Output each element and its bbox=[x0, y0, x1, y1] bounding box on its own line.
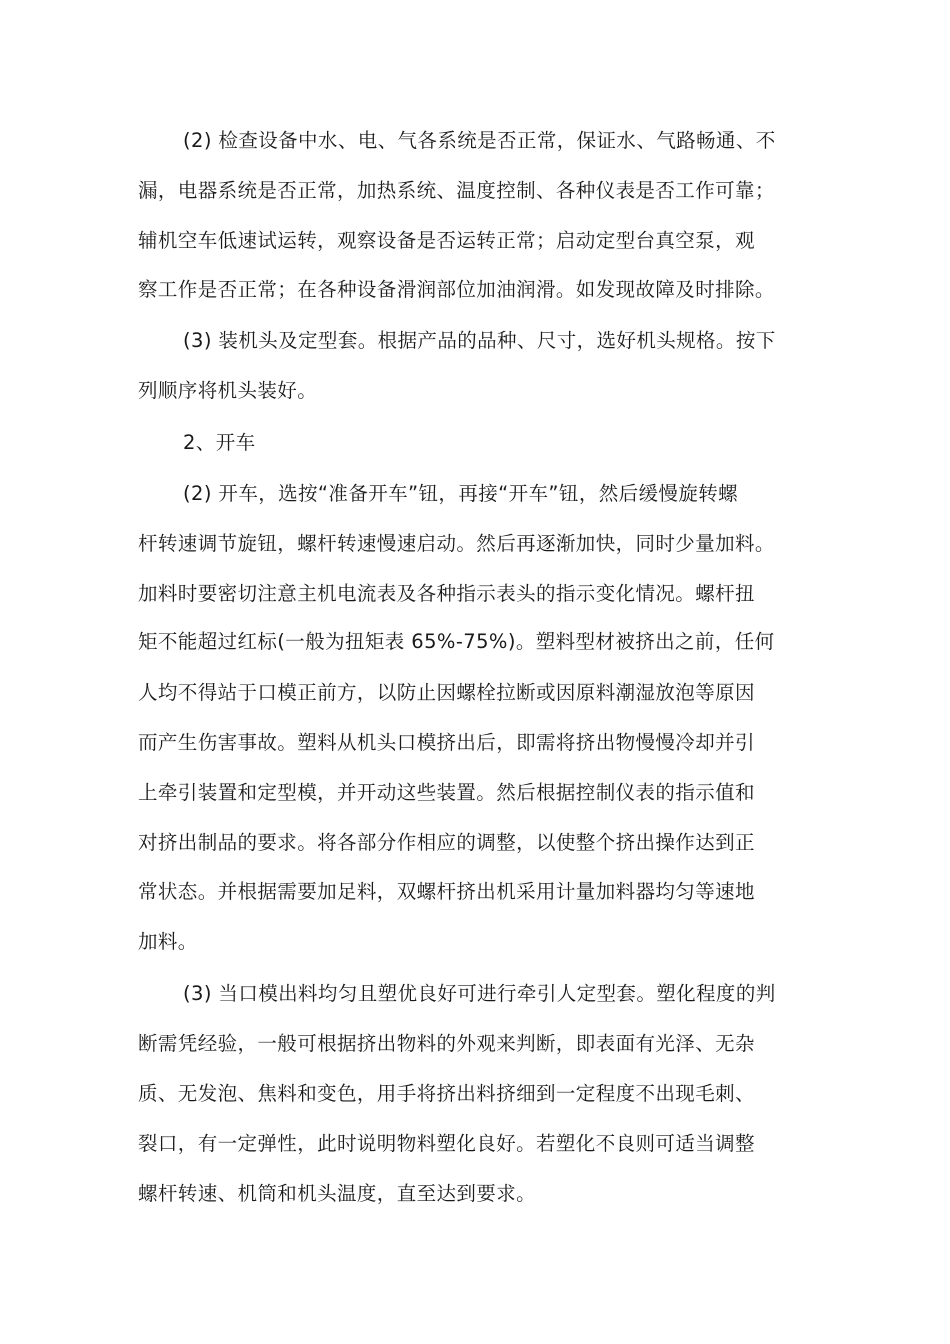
paragraph-line: (2) 检查设备中水、电、气各系统是否正常，保证水、气路畅通、不 bbox=[183, 129, 776, 152]
paragraph-line: 螺杆转速、机筒和机头温度，直至达到要求。 bbox=[138, 1182, 537, 1205]
paragraph-line: 辅机空车低速试运转，观察设备是否运转正常；启动定型台真空泵，观 bbox=[138, 229, 755, 252]
paragraph-line: 常状态。并根据需要加足料，双螺杆挤出机采用计量加料器均匀等速地 bbox=[138, 880, 755, 903]
paragraph-line: (3) 当口模出料均匀且塑优良好可进行牵引人定型套。塑化程度的判 bbox=[183, 982, 776, 1005]
paragraph-line: 加料时要密切注意主机电流表及各种指示表头的指示变化情况。螺杆扭 bbox=[138, 582, 755, 605]
paragraph-line: (3) 装机头及定型套。根据产品的品种、尺寸，选好机头规格。按下 bbox=[183, 329, 776, 352]
paragraph-line: 人均不得站于口模正前方，以防止因螺栓拉断或因原料潮湿放泡等原因 bbox=[138, 681, 755, 704]
paragraph-line: 察工作是否正常；在各种设备滑润部位加油润滑。如发现故障及时排除。 bbox=[138, 278, 775, 301]
paragraph-line: 矩不能超过红标(一般为扭矩表 65%-75%)。塑料型材被挤出之前，任何 bbox=[138, 630, 775, 653]
section-heading: 2、开车 bbox=[183, 431, 256, 454]
paragraph-line: 质、无发泡、焦料和变色，用手将挤出料挤细到一定程度不出现毛刺、 bbox=[138, 1082, 755, 1105]
paragraph-line: 断需凭经验，一般可根据挤出物料的外观来判断，即表面有光泽、无杂 bbox=[138, 1032, 755, 1055]
paragraph-line: (2) 开车，选按“准备开车”钮，再接“开车”钮，然后缓慢旋转螺 bbox=[183, 482, 739, 505]
paragraph-line: 上牵引装置和定型模，并开动这些装置。然后根据控制仪表的指示值和 bbox=[138, 781, 755, 804]
paragraph-line: 加料。 bbox=[138, 930, 198, 953]
paragraph-line: 杆转速调节旋钮，螺杆转速慢速启动。然后再逐渐加快，同时少量加料。 bbox=[138, 532, 775, 555]
paragraph-line: 裂口，有一定弹性，此时说明物料塑化良好。若塑化不良则可适当调整 bbox=[138, 1132, 755, 1155]
paragraph-line: 对挤出制品的要求。将各部分作相应的调整，以使整个挤出操作达到正 bbox=[138, 831, 755, 854]
paragraph-line: 漏，电器系统是否正常，加热系统、温度控制、各种仪表是否工作可靠； bbox=[138, 179, 775, 202]
paragraph-line: 而产生伤害事故。塑料从机头口模挤出后，即需将挤出物慢慢冷却并引 bbox=[138, 731, 755, 754]
paragraph-line: 列顺序将机头装好。 bbox=[138, 379, 318, 402]
